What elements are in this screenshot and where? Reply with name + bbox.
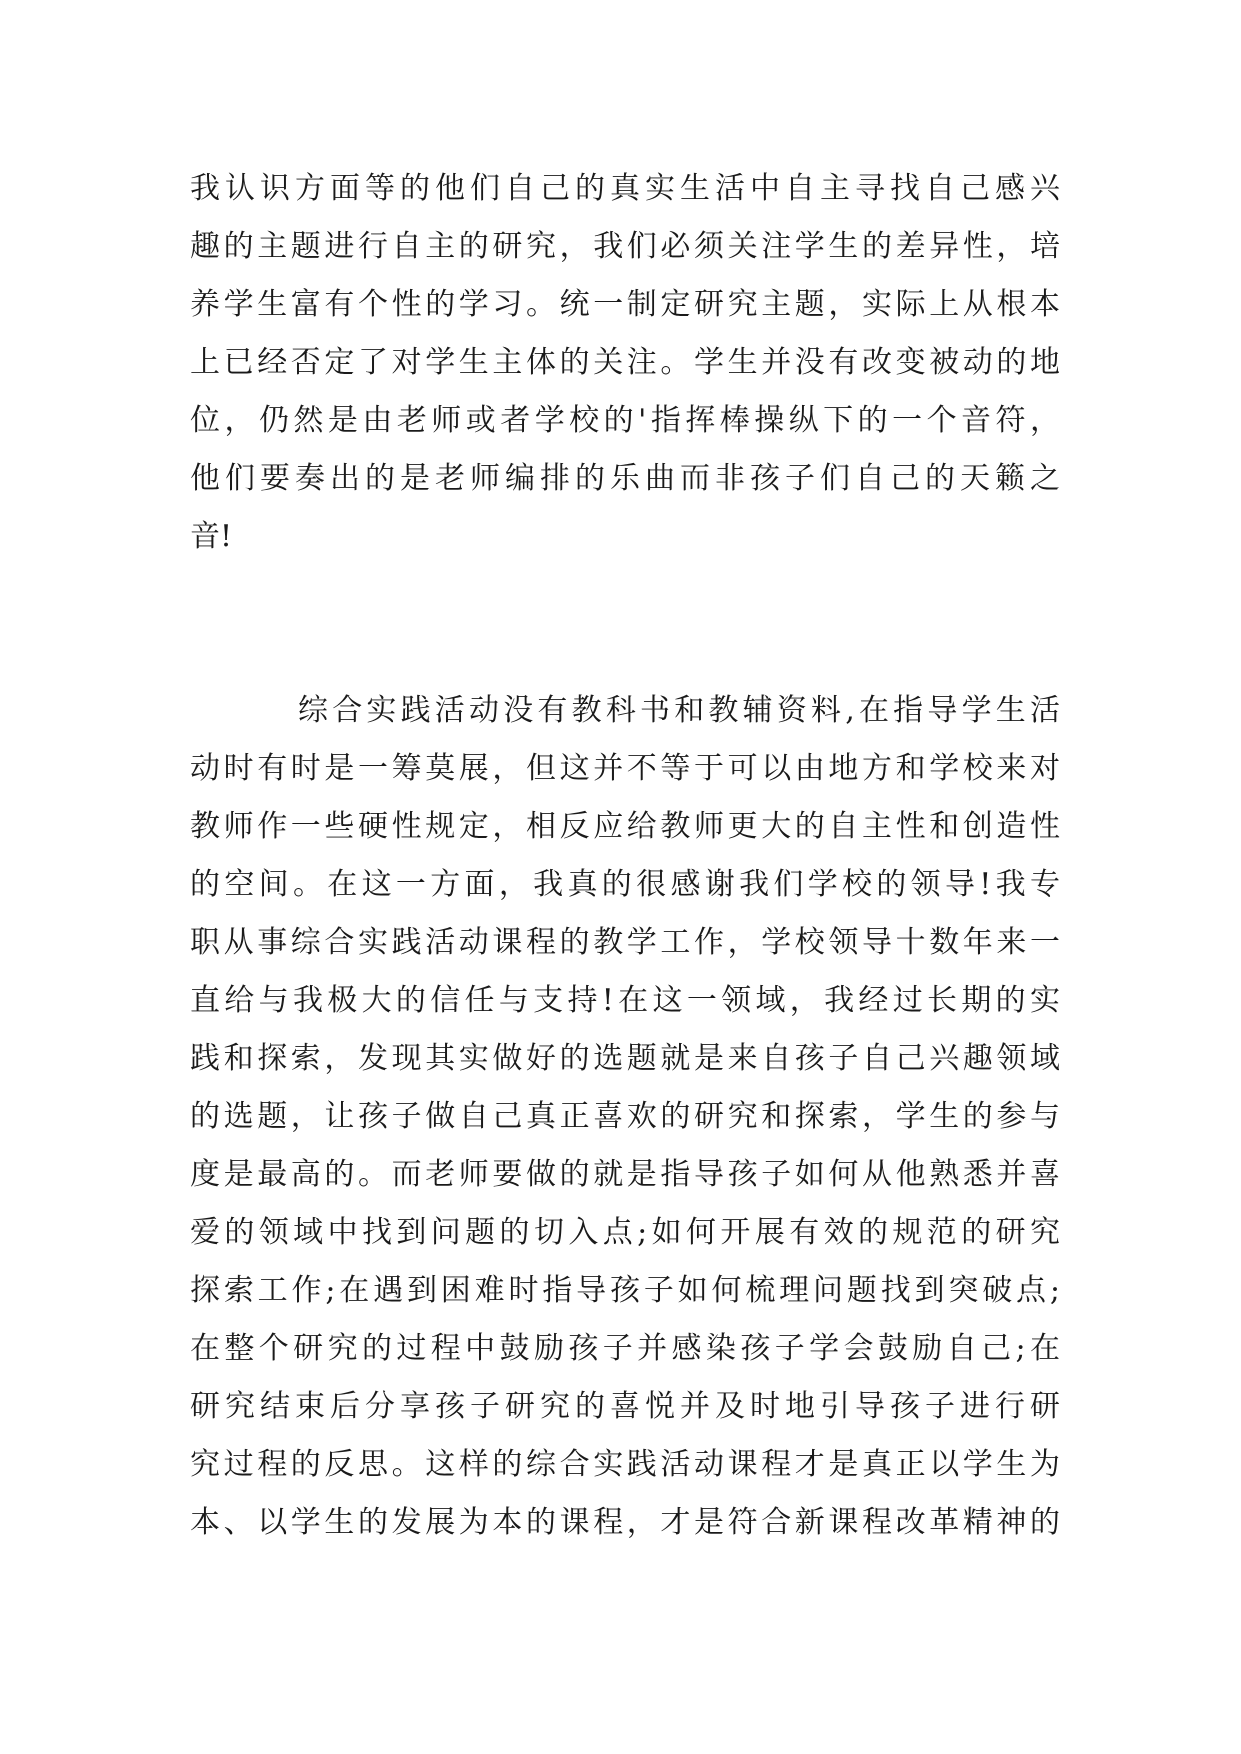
text-line: 爱的领域中找到问题的切入点;如何开展有效的规范的研究 <box>190 1215 1060 1250</box>
text-line: 养学生富有个性的学习。统一制定研究主题，实际上从根本 <box>190 287 1060 322</box>
text-line: 探索工作;在遇到困难时指导孩子如何梳理问题找到突破点; <box>190 1273 1060 1308</box>
text-line: 职从事综合实践活动课程的教学工作，学校领导十数年来一 <box>190 925 1060 960</box>
text-line: 他们要奏出的是老师编排的乐曲而非孩子们自己的天籁之 <box>190 461 1060 496</box>
text-line: 在整个研究的过程中鼓励孩子并感染孩子学会鼓励自己;在 <box>190 1331 1060 1366</box>
text-line: 度是最高的。而老师要做的就是指导孩子如何从他熟悉并喜 <box>190 1157 1060 1192</box>
text-line: 趣的主题进行自主的研究，我们必须关注学生的差异性，培 <box>190 229 1060 264</box>
paragraph-1 <box>190 160 1060 566</box>
text-line: 的选题，让孩子做自己真正喜欢的研究和探索，学生的参与 <box>190 1099 1060 1134</box>
text-line: 上已经否定了对学生主体的关注。学生并没有改变被动的地 <box>190 345 1060 380</box>
text-line: 教师作一些硬性规定，相反应给教师更大的自主性和创造性 <box>190 809 1060 844</box>
paragraph-2 <box>190 682 1060 1552</box>
text-line: 位，仍然是由老师或者学校的'指挥棒操纵下的一个音符， <box>190 403 1060 438</box>
text-line: 综合实践活动没有教科书和教辅资料,在指导学生活 <box>298 693 1060 728</box>
text-line: 究过程的反思。这样的综合实践活动课程才是真正以学生为 <box>190 1447 1060 1482</box>
text-line: 我认识方面等的他们自己的真实生活中自主寻找自己感兴 <box>190 171 1060 206</box>
text-line: 践和探索，发现其实做好的选题就是来自孩子自己兴趣领域 <box>190 1041 1060 1076</box>
text-line: 动时有时是一筹莫展，但这并不等于可以由地方和学校来对 <box>190 751 1060 786</box>
text-line: 音! <box>190 519 233 554</box>
text-line: 直给与我极大的信任与支持!在这一领域，我经过长期的实 <box>190 983 1060 1018</box>
text-line: 本、以学生的发展为本的课程，才是符合新课程改革精神的 <box>190 1505 1060 1540</box>
text-line: 研究结束后分享孩子研究的喜悦并及时地引导孩子进行研 <box>190 1389 1060 1424</box>
text-line: 的空间。在这一方面，我真的很感谢我们学校的领导!我专 <box>190 867 1060 902</box>
